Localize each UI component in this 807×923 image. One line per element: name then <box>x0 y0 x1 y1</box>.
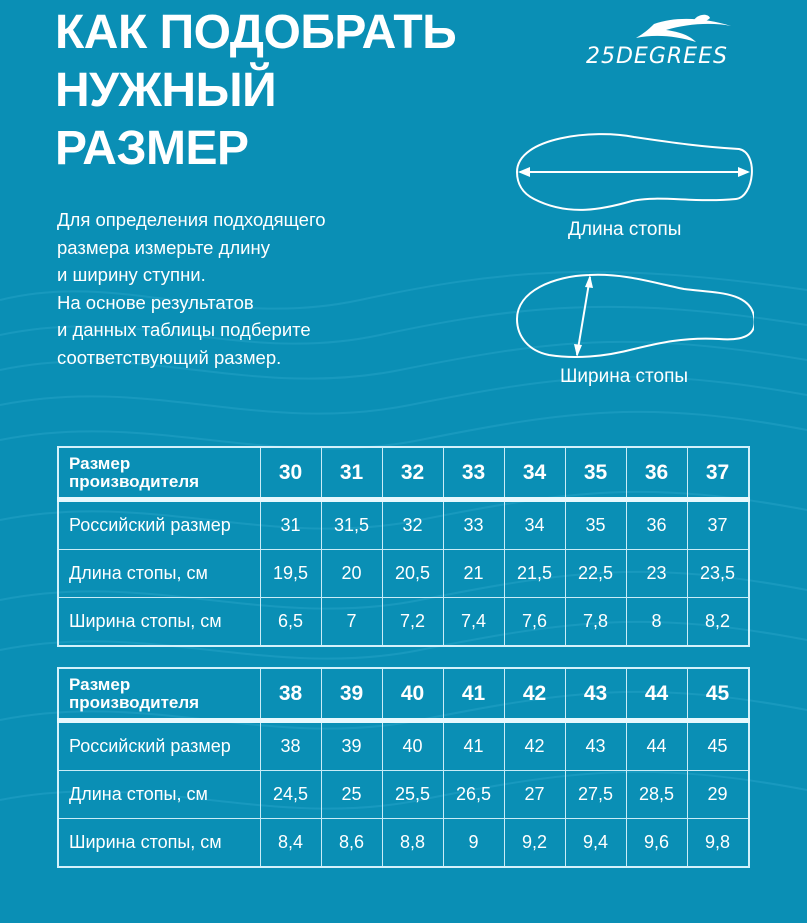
table-cell: 19,5 <box>260 550 321 598</box>
table-cell: 7,8 <box>565 598 626 647</box>
size-header-cell: 44 <box>626 668 687 721</box>
table-cell: 33 <box>443 500 504 550</box>
row-label: Ширина стопы, см <box>58 819 260 868</box>
table-row <box>58 771 749 819</box>
table-cell: 8,8 <box>382 819 443 868</box>
table-cell: 27,5 <box>565 771 626 819</box>
table-cell: 45 <box>687 721 749 771</box>
table-cell: 9 <box>443 819 504 868</box>
table-header-row <box>58 668 749 721</box>
manufacturer-size-header <box>58 447 260 500</box>
desc-line: соответствующий размер. <box>57 346 282 368</box>
table-cell: 23 <box>626 550 687 598</box>
table-cell: 26,5 <box>443 771 504 819</box>
table-cell: 9,6 <box>626 819 687 868</box>
row-label: Ширина стопы, см <box>58 598 260 647</box>
table-cell: 38 <box>260 721 321 771</box>
size-header-cell: 45 <box>687 668 749 721</box>
size-header-cell: 42 <box>504 668 565 721</box>
table-cell: 37 <box>687 500 749 550</box>
size-table-2 <box>57 667 750 868</box>
desc-line: и ширину ступни. <box>57 264 206 285</box>
header-label-line: производителя <box>69 471 200 491</box>
size-header-cell: 38 <box>260 668 321 721</box>
table-cell: 43 <box>565 721 626 771</box>
table-cell: 41 <box>443 721 504 771</box>
table-cell: 6,5 <box>260 598 321 647</box>
table-row <box>58 550 749 598</box>
table-header-row <box>58 447 749 500</box>
table-cell: 8,4 <box>260 819 321 868</box>
foot-width-label: Ширина стопы <box>560 366 689 387</box>
size-header-cell: 34 <box>504 447 565 500</box>
table-cell: 7,6 <box>504 598 565 647</box>
table-cell: 21 <box>443 550 504 598</box>
desc-line: Для определения подходящего <box>57 209 326 230</box>
title-line-2: НУЖНЫЙ <box>55 64 277 117</box>
table-cell: 25 <box>321 771 382 819</box>
size-header-cell: 39 <box>321 668 382 721</box>
table-cell: 32 <box>382 500 443 550</box>
foot-width-diagram-icon <box>514 271 754 361</box>
size-header-cell: 30 <box>260 447 321 500</box>
page-title <box>55 4 456 178</box>
title-line-1: КАК ПОДОБРАТЬ <box>55 6 457 59</box>
size-header-cell: 37 <box>687 447 749 500</box>
table-cell: 24,5 <box>260 771 321 819</box>
table-cell: 25,5 <box>382 771 443 819</box>
foot-length-label: Длина стопы <box>568 219 682 240</box>
desc-line: На основе результатов <box>57 291 254 313</box>
size-header-cell: 43 <box>565 668 626 721</box>
table-cell: 40 <box>382 721 443 771</box>
row-label: Длина стопы, см <box>58 771 260 819</box>
table-cell: 7 <box>321 598 382 647</box>
table-cell: 35 <box>565 500 626 550</box>
table-cell: 9,2 <box>504 819 565 868</box>
table-cell: 21,5 <box>504 550 565 598</box>
foot-length-diagram-icon <box>514 127 754 213</box>
size-header-cell: 36 <box>626 447 687 500</box>
instructions-text <box>57 206 326 371</box>
table-cell: 42 <box>504 721 565 771</box>
table-row <box>58 721 749 771</box>
table-row <box>58 500 749 550</box>
size-header-cell: 31 <box>321 447 382 500</box>
header-label-line: Размер <box>69 674 131 694</box>
brand-logo-text: 25DEGREES <box>586 44 728 69</box>
table-cell: 28,5 <box>626 771 687 819</box>
table-cell: 44 <box>626 721 687 771</box>
row-label: Российский размер <box>58 721 260 771</box>
size-header-cell: 41 <box>443 668 504 721</box>
table-cell: 39 <box>321 721 382 771</box>
row-label: Российский размер <box>58 500 260 550</box>
table-cell: 31,5 <box>321 500 382 550</box>
size-table-1 <box>57 446 750 647</box>
desc-line: и данных таблицы подберите <box>57 319 311 340</box>
row-label: Длина стопы, см <box>58 550 260 598</box>
size-header-cell: 32 <box>382 447 443 500</box>
table-cell: 22,5 <box>565 550 626 598</box>
table-cell: 8 <box>626 598 687 647</box>
manufacturer-size-header <box>58 668 260 721</box>
size-header-cell: 33 <box>443 447 504 500</box>
table-cell: 34 <box>504 500 565 550</box>
title-line-3: РАЗМЕР <box>55 122 249 175</box>
table-cell: 9,4 <box>565 819 626 868</box>
table-cell: 31 <box>260 500 321 550</box>
table-cell: 7,2 <box>382 598 443 647</box>
desc-line: размера измерьте длину <box>57 236 270 258</box>
size-header-cell: 40 <box>382 668 443 721</box>
table-cell: 27 <box>504 771 565 819</box>
table-cell: 8,6 <box>321 819 382 868</box>
size-header-cell: 35 <box>565 447 626 500</box>
table-row <box>58 598 749 647</box>
table-cell: 7,4 <box>443 598 504 647</box>
table-cell: 9,8 <box>687 819 749 868</box>
header-label-line: Размер <box>69 453 131 473</box>
table-row <box>58 819 749 868</box>
table-cell: 8,2 <box>687 598 749 647</box>
table-cell: 36 <box>626 500 687 550</box>
table-cell: 23,5 <box>687 550 749 598</box>
header-label-line: производителя <box>69 692 200 712</box>
table-cell: 29 <box>687 771 749 819</box>
table-cell: 20,5 <box>382 550 443 598</box>
table-cell: 20 <box>321 550 382 598</box>
